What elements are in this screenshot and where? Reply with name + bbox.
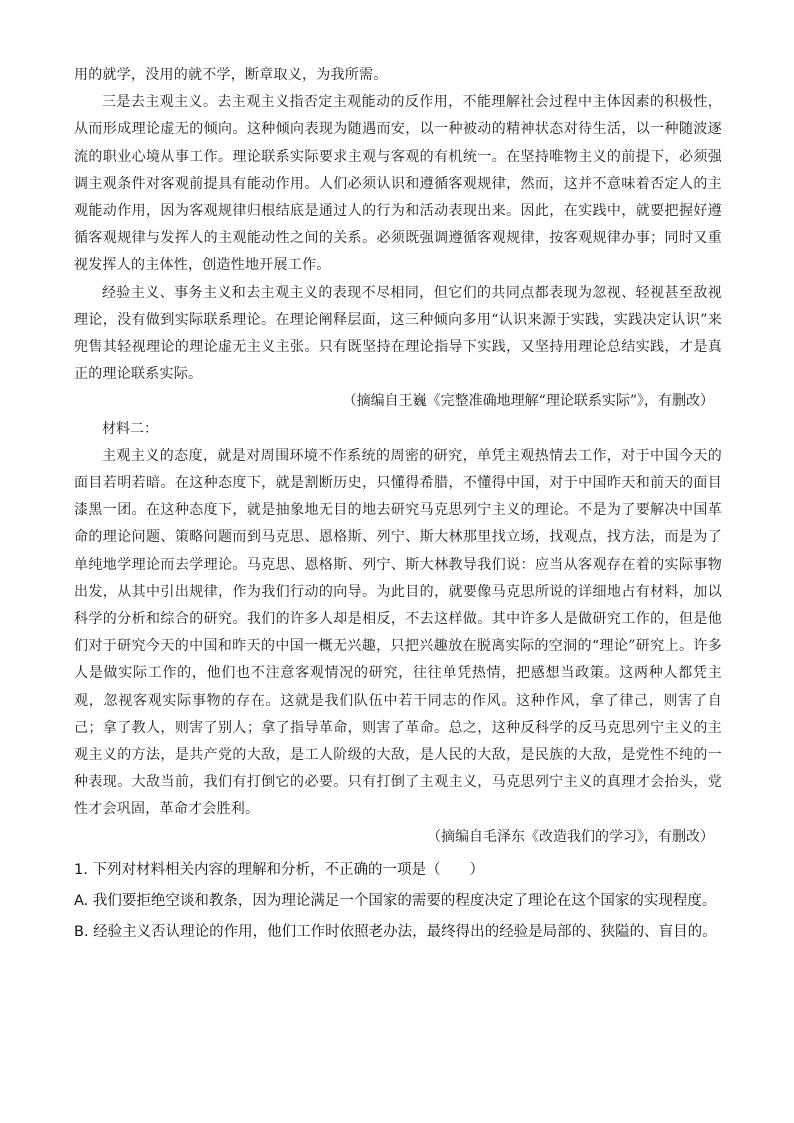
paragraph-2: 三是去主观主义。去主观主义指否定主观能动的反作用，不能理解社会过程中主体因素的积极性，从而形成理论虚无的倾向。这种倾向表现为随遇而安，以一种被动的精神状态对待生活，以一种随波逐流的职业心境从事工作。理论联系实际要求主观与客观的有机统一。在坚持唯物主义的前提下，必须强调主观条件对客观前提具有能动作用。人们必须认识和遵循客观规律，然而，这并不意味着否定人的主观能动作用，因为客观规律归根结底是通过人的行为和活动表现出来。因此，在实践中，就要把握好遵循客观规律与发挥人的主观能动性之间的关系。必须既强调遵循客观规律，按客观规律办事；同时又重视发挥人的主体性，创造性地开展工作。 (74, 94, 722, 274)
material-2-label: 材料二： (102, 420, 158, 437)
source-citation-2: （摘编自毛泽东《改造我们的学习》，有删改） (427, 828, 714, 845)
option-a[interactable]: A. 我们要拒绝空谈和教条，因为理论满足一个国家的需要的程度决定了理论在这个国家的实现程度。 (74, 892, 717, 909)
paragraph-material-2: 主观主义的态度，就是对周围环境不作系统的周密的研究，单凭主观热情去工作，对于中国今天的面目若明若暗。在这种态度下，就是割断历史，只懂得希腊，不懂得中国，对于中国昨天和前天的面目漆黑一团。在这种态度下，就是抽象地无目的地去研究马克思列宁主义的理论。不是为了要解决中国革命的理论问题、策略问题而到马克思、恩格斯、列宁、斯大林那里找立场，找观点，找方法，而是为了单纯地学理论而去学理论。马克思、恩格斯、列宁、斯大林教导我们说：应当从客观存在着的实际事物出发，从其中引出规律，作为我们行动的向导。为此目的，就要像马克思所说的详细地占有材料，加以科学的分析和综合的研究。我们的许多人却是相反，不去这样做。其中许多人是做研究工作的，但是他们对于研究今天的中国和昨天的中国一概无兴趣，只把兴趣放在脱离实际的空洞的“理论”研究上。许多人是做实际工作的，他们也不注意客观情况的研究，往往单凭热情，把感想当政策。这两种人都凭主观，忽视客观实际事物的存在。这就是我们队伍中若干同志的作风。这种作风，拿了律己，则害了自己；拿了教人，则害了别人；拿了指导革命，则害了革命。总之，这种反科学的反马克思列宁主义的主观主义的方法，是共产党的大敌，是工人阶级的大敌，是人民的大敌，是民族的大敌，是党性不纯的一种表现。大敌当前，我们有打倒它的必要。只有打倒了主观主义，马克思列宁主义的真理才会抬头，党性才会巩固，革命才会胜利。 (74, 447, 722, 818)
paragraph-1: 用的就学，没用的就不学，断章取义，为我所需。 (74, 67, 388, 83)
source-citation-1: （摘编自王巍《完整准确地理解“理论联系实际”》，有删改） (342, 393, 714, 410)
question-stem: 1. 下列对材料相关内容的理解和分析，不正确的一项是（ ） (74, 861, 484, 878)
paragraph-3: 经验主义、事务主义和去主观主义的表现不尽相同，但它们的共同点都表现为忽视、轻视甚至敌视理论，没有做到实际联系理论。在理论阐释层面，这三种倾向多用“认识来源于实践，实践决定认识”来兜售其轻视理论的理论虚无主义主张。只有既坚持在理论指导下实践，又坚持用理论总结实践，才是真正的理论联系实际。 (74, 284, 722, 383)
option-b[interactable]: B. 经验主义否认理论的作用，他们工作时依照老办法，最终得出的经验是局部的、狭隘的、盲目的。 (74, 923, 717, 940)
document-page (74, 62, 722, 948)
